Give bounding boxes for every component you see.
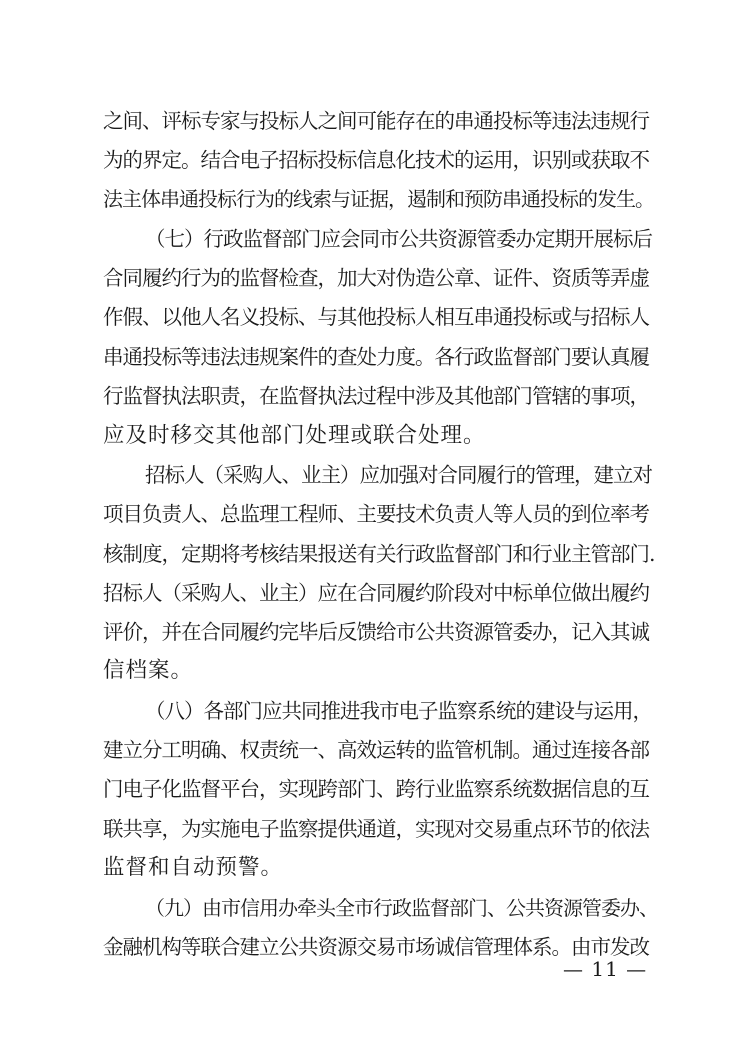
paragraph-start-line: （七）行政监督部门应会同市公共资源管委办定期开展标后 xyxy=(145,227,652,251)
text-line: 法主体串通投标行为的线索与证据，遏制和预防串通投标的发生。 xyxy=(103,187,654,211)
text-line: 评价，并在合同履约完毕后反馈给市公共资源管委办，记入其诚 xyxy=(103,620,649,644)
text-line: 行监督执法职责，在监督执法过程中涉及其他部门管辖的事项， xyxy=(103,384,649,408)
text-line: 金融机构等联合建立公共资源交易市场诚信管理体系。由市发改 xyxy=(103,935,649,959)
text-line: 监督和自动预警。 xyxy=(103,855,284,880)
paragraph-start-line: （九）由市信用办牵头全市行政监督部门、公共资源管委办、 xyxy=(145,896,658,920)
page-number: — 11 — xyxy=(563,957,648,981)
text-line: 串通投标等违法违规案件的查处力度。各行政监督部门要认真履 xyxy=(103,345,649,369)
paragraph-start-line: 招标人（采购人、业主）应加强对合同履行的管理，建立对 xyxy=(145,463,652,487)
text-line: 门电子化监督平台，实现跨部门、跨行业监察系统数据信息的互 xyxy=(103,777,649,801)
text-line: 联共享，为实施电子监察提供通道，实现对交易重点环节的依法 xyxy=(103,817,649,841)
text-line: 项目负责人、总监理工程师、主要技术负责人等人员的到位率考 xyxy=(103,502,649,526)
text-line: 之间、评标专家与投标人之间可能存在的串通投标等违法违规行 xyxy=(103,109,649,133)
text-line: 为的界定。结合电子招标投标信息化技术的运用，识别或获取不 xyxy=(103,148,649,172)
text-line: 建立分工明确、权责统一、高效运转的监管机制。通过连接各部 xyxy=(103,738,649,762)
text-line: 合同履约行为的监督检查，加大对伪造公章、证件、资质等弄虚 xyxy=(103,266,649,290)
text-line: 招标人（采购人、业主）应在合同履约阶段对中标单位做出履约 xyxy=(103,581,649,605)
paragraph-start-line: （八）各部门应共同推进我市电子监察系统的建设与运用， xyxy=(145,699,652,723)
text-line: 信档案。 xyxy=(103,658,194,683)
text-line: 核制度，定期将考核结果报送有关行政监督部门和行业主管部门. xyxy=(103,542,655,566)
text-line: 应及时移交其他部门处理或联合处理。 xyxy=(103,423,486,448)
text-line: 作假、以他人名义投标、与其他投标人相互串通投标或与招标人 xyxy=(103,305,649,329)
